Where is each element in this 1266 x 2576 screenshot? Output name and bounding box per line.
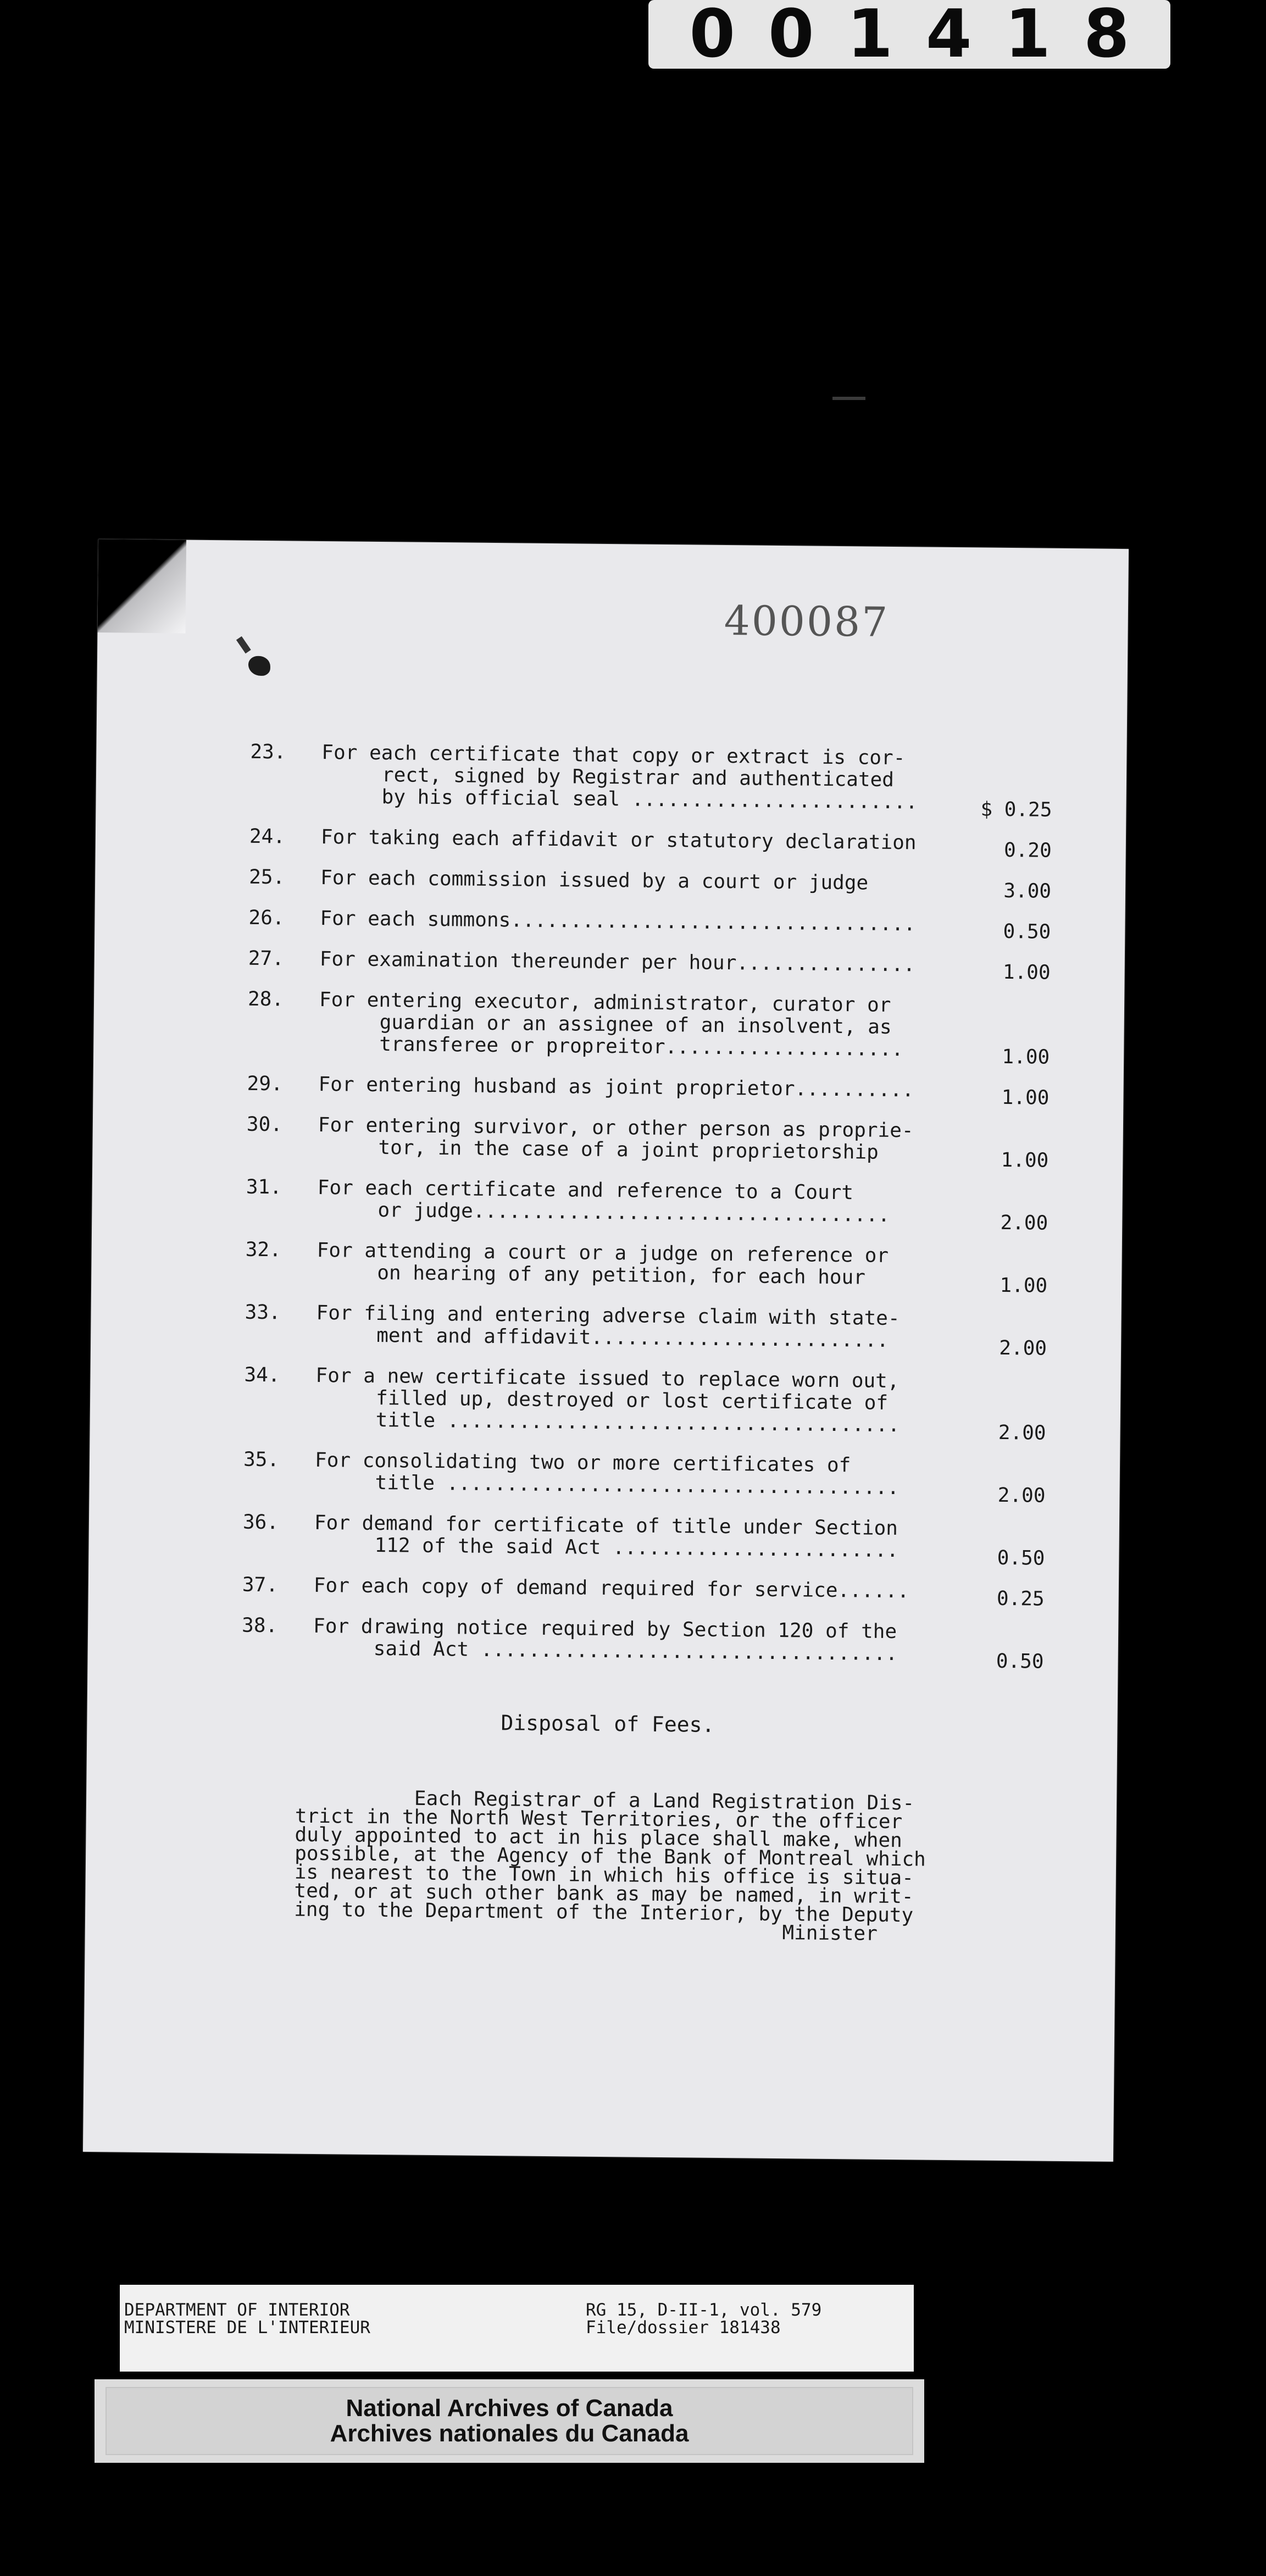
fee-description-line: by his official seal ........................ <box>381 786 918 814</box>
fee-description-line: For entering survivor, or other person as proprie- <box>318 1113 914 1142</box>
fee-number: 32. <box>245 1238 281 1262</box>
fee-item <box>247 1072 1050 1109</box>
disposal-paragraph: Each Registrar of a Land Registration Dis- trict in the North West Territories, or the officer duly appointed to act in his place shall make, when possible, at the Agency of the Bank of Montreal which is nearest to the Town in which his office is situa- ted, or at such other bank as may be named, in writ- ing to the Department of the Interior, by the Deputy Minister <box>293 1786 926 1945</box>
fee-number: 37. <box>242 1573 279 1597</box>
fee-description-line: or judge................................... <box>377 1199 890 1226</box>
fee-item <box>248 947 1051 984</box>
fee-item <box>244 1363 1047 1445</box>
fee-item <box>250 740 1053 821</box>
fee-amount: 1.00 <box>1002 1045 1050 1069</box>
fee-description <box>321 826 931 854</box>
fee-description <box>320 948 930 976</box>
fee-description-line: 112 of the said Act ........................ <box>374 1534 899 1562</box>
fee-description <box>321 742 931 814</box>
fee-description-line: For each commission issued by a court or judge <box>320 866 869 895</box>
fee-description <box>317 1177 928 1227</box>
fee-description-line: filled up, destroyed or lost certificate of <box>375 1386 889 1414</box>
archives-banner-text <box>106 2387 913 2455</box>
fee-number: 33. <box>245 1301 281 1324</box>
fee-item <box>249 825 1052 862</box>
fee-description <box>318 1074 928 1102</box>
department-name: DEPARTMENT OF INTERIOR MINISTERE DE L'INTERIEUR <box>124 2300 370 2338</box>
fee-amount: 0.50 <box>996 1650 1044 1673</box>
fee-description-line: said Act ................................... <box>373 1637 898 1665</box>
fee-description <box>318 1114 928 1164</box>
fee-description-line: For attending a court or a judge on reference or <box>316 1239 889 1267</box>
file-reference: RG 15, D-II-1, vol. 579 File/dossier 181438 <box>586 2300 822 2338</box>
fee-description-line: ment and affidavit......................... <box>376 1324 889 1352</box>
fee-description-line: on hearing of any petition, for each hour <box>377 1261 866 1289</box>
fee-number: 29. <box>247 1072 283 1096</box>
fee-description-line: For a new certificate issued to replace worn out, <box>315 1364 899 1393</box>
fee-description-line: For each certificate that copy or extract is cor- <box>321 741 906 770</box>
fee-item <box>248 906 1051 943</box>
fee-number: 24. <box>249 825 286 848</box>
clip-mark-stroke <box>236 636 251 654</box>
fee-description <box>314 1450 925 1500</box>
fee-amount: 1.00 <box>1002 961 1051 984</box>
fee-amount: 2.00 <box>997 1484 1046 1507</box>
fee-item <box>246 1175 1048 1235</box>
fee-item <box>241 1614 1044 1673</box>
fee-amount: $ 0.25 <box>980 798 1052 821</box>
fee-description-line: transferee or propreitor.................... <box>379 1033 904 1061</box>
fee-description-line: For each copy of demand required for service...... <box>313 1574 909 1603</box>
fee-description <box>313 1615 924 1665</box>
fee-amount: 0.20 <box>1003 839 1052 862</box>
fee-description-line: For taking each affidavit or statutory declaration <box>320 825 917 854</box>
fee-amount: 1.00 <box>1001 1148 1049 1172</box>
fee-number: 26. <box>248 906 285 930</box>
fee-number: 28. <box>247 987 284 1011</box>
fee-description <box>320 908 930 936</box>
fee-amount: 0.25 <box>996 1587 1045 1611</box>
fee-description-line: rect, signed by Registrar and authenticated <box>381 764 895 791</box>
archives-name-en: National Archives of Canada <box>346 2395 673 2422</box>
fee-number: 36. <box>242 1511 279 1534</box>
fee-item <box>246 1113 1049 1172</box>
fee-description <box>315 1365 926 1437</box>
fee-amount: 1.00 <box>1000 1274 1048 1297</box>
fee-description-line: For entering husband as joint proprietor.......... <box>318 1073 914 1102</box>
fee-description <box>319 989 929 1061</box>
fee-description-line: For consolidating two or more certificates of <box>314 1448 851 1477</box>
fee-number: 27. <box>248 947 285 970</box>
fee-number: 25. <box>249 865 285 889</box>
film-speck <box>832 397 865 400</box>
fee-item <box>242 1511 1045 1570</box>
fee-item <box>243 1448 1046 1507</box>
fee-description-line: For demand for certificate of title under Section <box>314 1511 898 1540</box>
document-page <box>83 539 1129 2162</box>
disposal-heading <box>87 1707 1117 1741</box>
fee-item <box>242 1573 1045 1611</box>
fee-description <box>314 1575 924 1603</box>
fee-amount: 0.50 <box>1003 920 1051 943</box>
fee-item <box>245 1238 1048 1297</box>
fee-description <box>316 1302 926 1352</box>
fee-description-line: For examination thereunder per hour............... <box>319 947 915 976</box>
fee-item <box>247 987 1050 1069</box>
fee-description-line: For each summons.................................. <box>320 907 916 936</box>
fee-amount: 3.00 <box>1003 879 1052 903</box>
fee-description-line: title ...................................... <box>375 1471 899 1500</box>
fee-description-line: For each certificate and reference to a Court <box>317 1176 854 1204</box>
fee-number: 38. <box>241 1614 278 1637</box>
fee-description <box>316 1240 927 1290</box>
fee-number: 34. <box>244 1363 280 1387</box>
fee-number: 23. <box>250 740 286 764</box>
fee-amount: 2.00 <box>998 1421 1046 1445</box>
fee-description-line: guardian or an assignee of an insolvent, as <box>379 1011 892 1039</box>
disposal-heading-text: Disposal of Fees. <box>501 1711 715 1737</box>
archive-reference-label <box>120 2285 914 2372</box>
archives-banner <box>95 2379 924 2463</box>
fee-description-line: For filing and entering adverse claim with state- <box>316 1301 900 1330</box>
fee-description-line: For drawing notice required by Section 120 of the <box>313 1614 897 1644</box>
fee-description-line: title ...................................... <box>375 1408 900 1437</box>
stamp-number: 400087 <box>724 597 890 646</box>
fee-description <box>320 867 930 895</box>
fee-schedule <box>241 740 1053 1673</box>
fee-amount: 2.00 <box>999 1336 1047 1360</box>
fee-number: 30. <box>246 1113 283 1136</box>
fee-amount: 2.00 <box>1000 1211 1048 1235</box>
clip-mark <box>248 656 270 676</box>
archives-name-fr: Archives nationales du Canada <box>330 2420 689 2447</box>
fee-item <box>245 1301 1047 1360</box>
frame-number-label <box>648 0 1170 73</box>
fee-item <box>249 865 1052 903</box>
fee-description-line: tor, in the case of a joint proprietorship <box>378 1136 879 1164</box>
folded-corner <box>97 539 186 634</box>
fee-description-line: For entering executor, administrator, curator or <box>319 988 891 1017</box>
frame-number: 001418 <box>689 0 1163 73</box>
fee-description <box>314 1512 924 1562</box>
fee-number: 31. <box>246 1175 282 1199</box>
fee-amount: 0.50 <box>997 1546 1045 1570</box>
fee-amount: 1.00 <box>1001 1086 1050 1109</box>
fee-number: 35. <box>243 1448 280 1472</box>
